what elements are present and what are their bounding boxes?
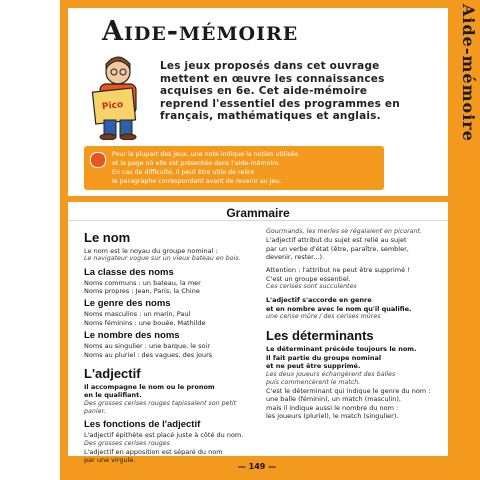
note-line: et la page où elle est présentée dans l'aide-mémoire. [112,160,281,167]
example-line: Gourmands, les merles se régalaient en picorant. [266,228,422,235]
text-line: Noms masculins : un marin, Paul [84,310,191,319]
text-line: et en nombre avec le nom qu'il qualifie. [266,304,412,313]
text-line: Le déterminant précède toujours le nom. [266,345,417,354]
text-line: une balle (féminin), un match (masculin), [266,395,401,404]
heading-nombre: Le nombre des noms [84,330,180,342]
heading-adjectif: L'adjectif [84,366,141,382]
text-line: L'adjectif épithète est placé juste à côté du nom. [84,431,244,440]
section-header [68,202,448,221]
text-line: C'est un groupe essentiel. [266,274,351,283]
example-line: Des grosses cerises rouges [84,439,170,447]
text-line: mais il indique aussi le nombre du nom : [266,403,399,412]
page-background [60,0,480,480]
text-line: Attention : l'attribut ne peut être supprimé ! [266,266,410,275]
text-line: les joueurs (pluriel), le match (singulier). [266,412,399,421]
text-line: Il accompagne le nom ou le pronom [84,383,215,392]
text-line: Noms au singulier : une barque, le soir [84,342,211,351]
text-line: Noms féminins : une bouée, Mathilde [84,318,206,327]
example-line: une cerise mûre / des cerises mûres [266,313,381,321]
note-text [112,150,380,186]
book-label: Pico [101,100,124,113]
example-line: Des grosses cerises rouges tapissaient son petit panier. [84,399,237,416]
note-line: le paragraphe correspondant avant de revenir au jeu. [112,178,282,185]
text-line: L'adjectif en apposition est séparé du nom [84,447,223,456]
text-line: L'adjectif attribut du sujet est relié au sujet [266,236,407,245]
heading-fonctions: Les fonctions de l'adjectif [84,419,201,431]
text-line: Noms communs : un bateau, la mer [84,278,201,287]
example-line: Les deux joueurs échangèrent des balles [266,370,396,378]
page-number: — 149 — [237,462,277,471]
text-line: C'est le déterminant qui indique le genre du nom : [266,387,431,396]
text-line: Noms au pluriel : des vagues, des jours [84,350,213,359]
text-line: par un verbe d'état (être, paraître, sembler, [266,244,409,253]
note-line: En cas de difficulté, il peut être utile de relire [112,169,255,176]
text-line: et ne peut être supprimé. [266,362,361,371]
text-line: Il fait partie du groupe nominal [266,353,382,362]
note-box [84,146,384,190]
heading-determinants: Les déterminants [266,328,374,344]
intro-text: Les jeux proposés dans cet ouvrage mettent en œuvre les connaissances acquises en 6e. Cet aide-mémoire reprend l'essentiel des programmes en français, mathématiques et anglais. [160,60,400,122]
reading-child-illustration [86,56,156,140]
text-line: en le qualifiant. [84,391,142,400]
right-column [266,228,442,421]
text-line: par une virgule. [84,456,136,465]
text-line: L'adjectif s'accorde en genre [266,296,372,305]
grammar-panel [68,202,448,465]
text-line: Noms propres : Jean, Paris, la Chine [84,287,200,296]
heading-genre: Le genre des noms [84,298,171,310]
sidebar-title: Aide-mémoire [459,4,478,142]
page-title: Aide-mémoire [102,16,299,47]
note-line: Pour la plupart des jeux, une note indique la notion utilisée [112,151,299,158]
left-column [84,228,254,465]
section-title: Grammaire [226,206,290,220]
text-line: Le nom est le noyau du groupe nominal : [84,247,218,255]
example-line: Le navigateur vogue sur un vieux bateau en bois. [84,255,241,263]
sidebar [454,0,480,480]
heading-nom: Le nom [84,230,131,245]
heading-classe: La classe des noms [84,266,174,278]
intro-panel [68,8,448,196]
example-line: puis commencèrent le match. [266,378,361,386]
example-line: Ces cerises sont succulentes [266,283,357,291]
text-line: devenir, rester...). [266,253,325,262]
info-dot-icon [90,152,106,168]
